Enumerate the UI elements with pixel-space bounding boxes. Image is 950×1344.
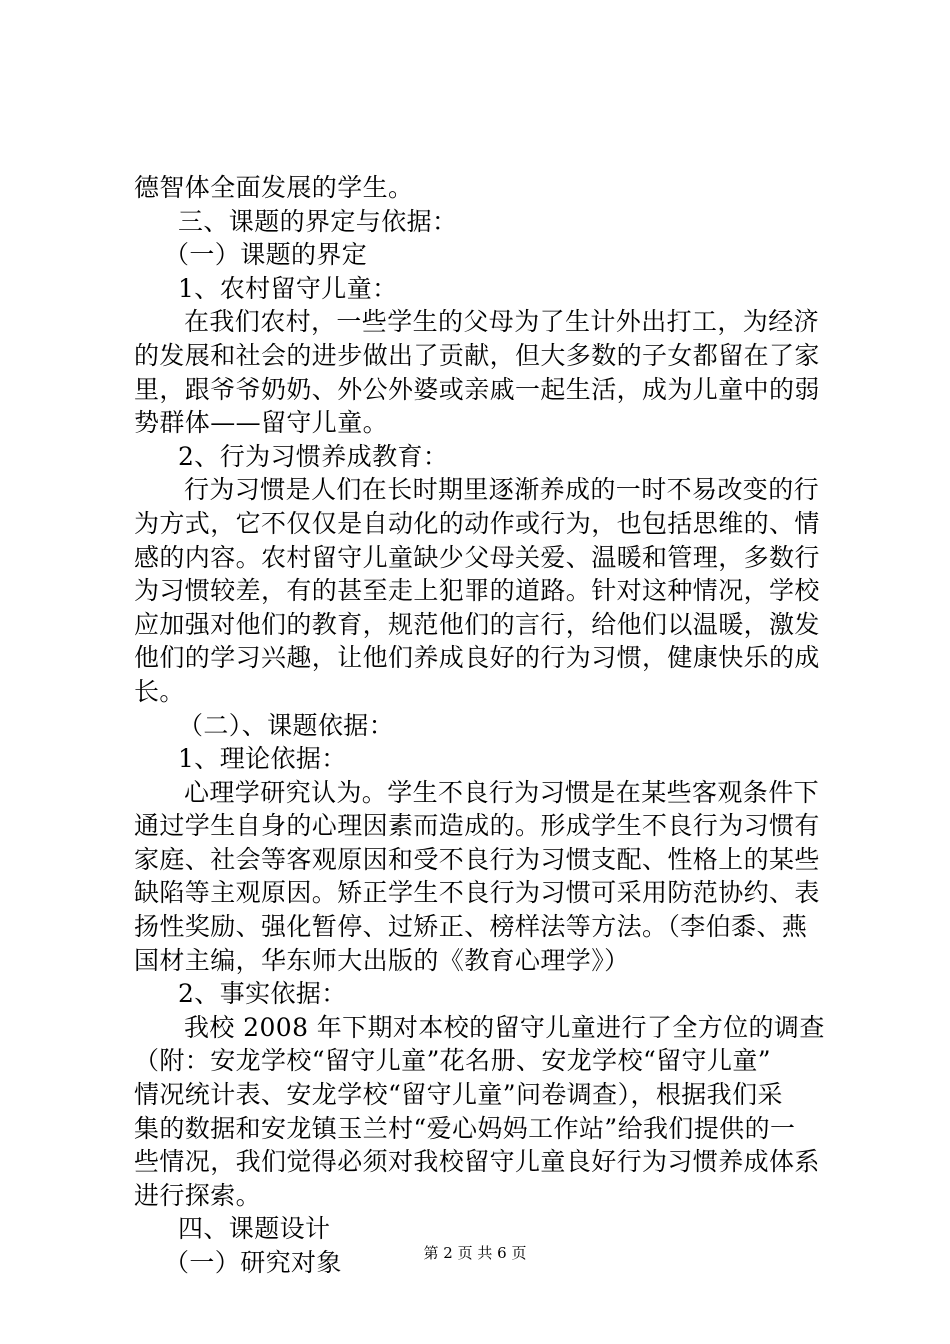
text-line: 扬性奖励、强化暂停、过矫正、榜样法等方法。（李伯黍、燕 (134, 912, 808, 942)
text-line: 在我们农村，一些学生的父母为了生计外出打工，为经济 (184, 307, 820, 337)
text-line: 通过学生自身的心理因素而造成的。形成学生不良行为习惯有 (134, 811, 820, 841)
text-line: 2、行为习惯养成教育： (178, 441, 449, 471)
text-line: 三、课题的界定与依据： (178, 206, 458, 236)
text-line: 德智体全面发展的学生。 (134, 173, 414, 202)
text-line: 应加强对他们的教育，规范他们的言行，给他们以温暖，激发 (134, 609, 820, 639)
text-line: （二）、课题依据： (178, 710, 395, 740)
text-line: 势群体——留守儿童。 (134, 408, 389, 438)
text-line: 我校 2008 年下期对本校的留守儿童进行了全方位的调查 (184, 1012, 825, 1042)
text-line: 进行探索。 (134, 1180, 262, 1210)
text-line: 2、事实依据： (178, 979, 347, 1009)
text-line: （一）课题的界定 (164, 240, 368, 270)
text-line: 感的内容。农村留守儿童缺少父母关爱、温暖和管理，多数行 (134, 542, 820, 572)
text-line: （附：安龙学校“留守儿童”花名册、安龙学校“留守儿童” (134, 1046, 771, 1076)
text-line: 长。 (134, 676, 185, 706)
text-line: 情况统计表、安龙学校“留守儿童”问卷调查），根据我们采 (134, 1080, 783, 1110)
text-line: 缺陷等主观原因。矫正学生不良行为习惯可采用防范协约、表 (134, 878, 820, 908)
text-line: 他们的学习兴趣，让他们养成良好的行为习惯，健康快乐的成 (134, 643, 820, 673)
text-line: 行为习惯是人们在长时期里逐渐养成的一时不易改变的行 (184, 475, 820, 505)
text-line: 四、课题设计 (178, 1214, 331, 1244)
text-line: 1、农村留守儿童： (178, 273, 398, 303)
text-line: 家庭、社会等客观原因和受不良行为习惯支配、性格上的某些 (134, 844, 820, 874)
text-line: 心理学研究认为。学生不良行为习惯是在某些客观条件下 (184, 777, 820, 807)
text-line: 为习惯较差，有的甚至走上犯罪的道路。针对这种情况，学校 (134, 576, 820, 606)
text-line: 为方式，它不仅仅是自动化的动作或行为，也包括思维的、情 (134, 508, 820, 538)
text-line: （一）研究对象 (164, 1248, 342, 1277)
document-body (134, 171, 826, 1280)
text-line: 国材主编，华东师大出版的《教育心理学》） (134, 945, 630, 975)
text-line: 的发展和社会的进步做出了贡献，但大多数的子女都留在了家 (134, 340, 820, 370)
text-line: 里，跟爷爷奶奶、外公外婆或亲戚一起生活，成为儿童中的弱 (134, 374, 820, 404)
text-line: 集的数据和安龙镇玉兰村“爱心妈妈工作站”给我们提供的一 (134, 1113, 796, 1143)
text-line: 些情况，我们觉得必须对我校留守儿童良好行为习惯养成体系 (134, 1147, 820, 1177)
text-line: 1、理论依据： (178, 744, 347, 774)
page-footer: 第 2 页 共 6 页 (423, 1244, 527, 1262)
